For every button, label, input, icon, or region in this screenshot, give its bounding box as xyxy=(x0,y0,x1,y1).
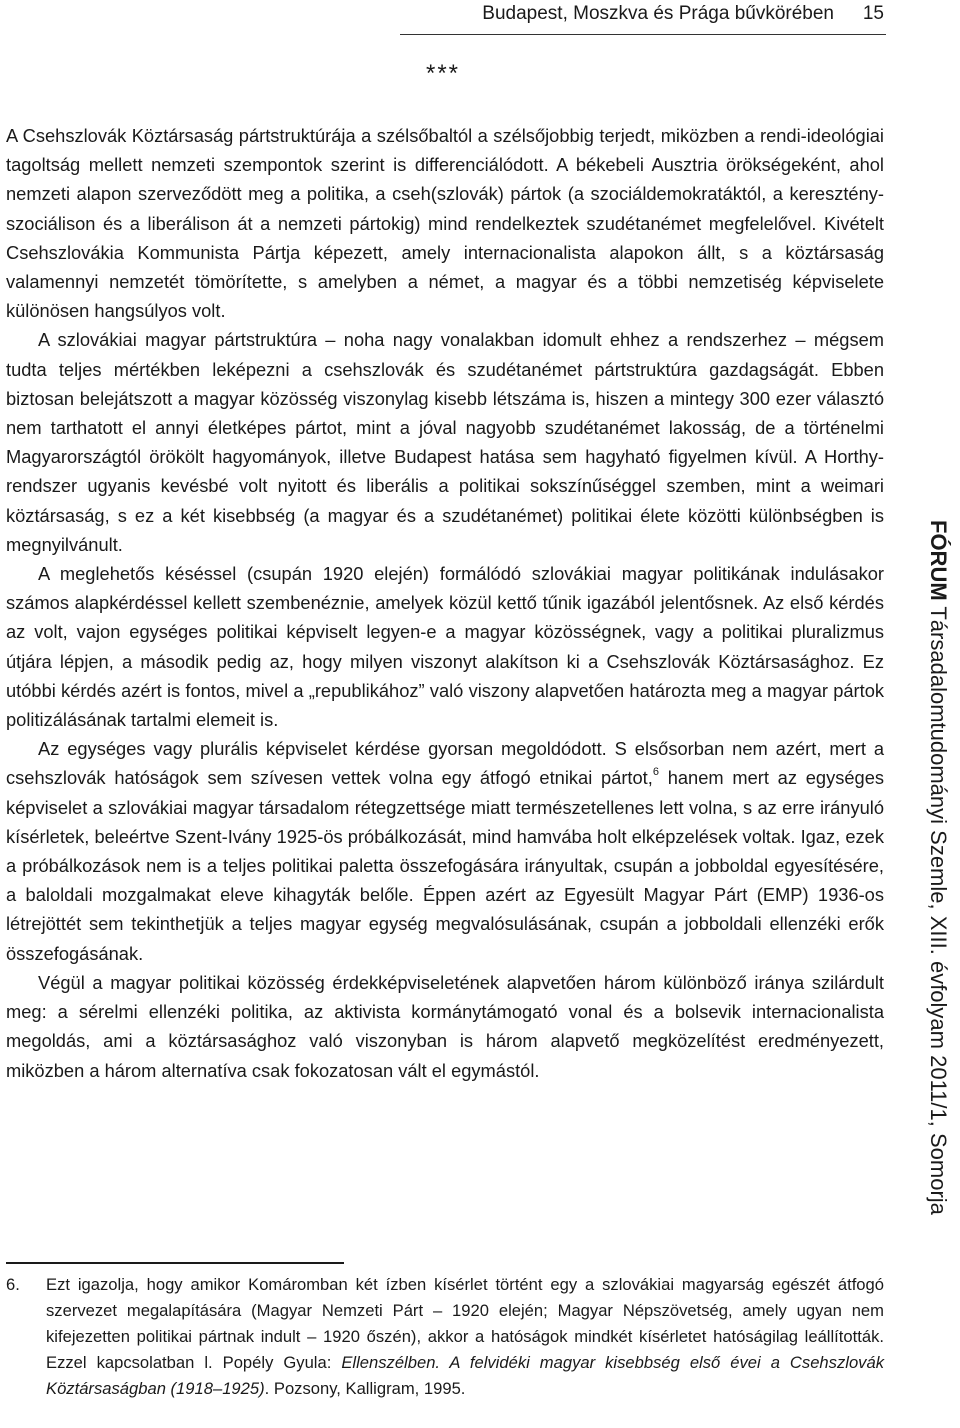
footnote-cited-title: Ellenszélben. A felvidéki magyar kisebbség első évei a Csehszlovák Köztársaságban (1918–1925) xyxy=(46,1353,884,1398)
footnote-number: 6. xyxy=(6,1275,20,1294)
paragraph xyxy=(6,734,884,968)
paragraph: A szlovákiai magyar pártstruktúra – noha nagy vonalakban idomult ehhez a rendszerhez – mégsem tudta teljes mértékben leképezni a csehszlovák és szudétanémet pártstruktúra gazdagságát. Ebben biztosan belejátszott a magyar közösség viszonylag kisebb létszáma is, hiszen a mintegy 300 ezer választó nem tarthatott el annyi életképes pártot, mint a jóval nagyobb szudétanémet lakosság, de a történelmi Magyarországtól örökölt hagyományok, illetve Budapest hatása sem hagyható figyelmen kívül. A Horthy-rendszer ugyanis kevésbé volt nyitott és liberális a politikai sokszínűséggel szemben, mint a weimari köztársaság, s ez a két kisebbség (a magyar és a szudétanémet) politikai élete közötti különbségben is megnyilvánult. xyxy=(6,329,884,555)
journal-sidebar-text xyxy=(924,520,952,1215)
footnote xyxy=(6,1272,884,1402)
footnote-text: Ezt igazolja, hogy amikor Komáromban két ízben kísérlet történt egy a szlovákiai magyarság egészét átfogó szervezet megalapítására (Magyar Nemzeti Párt – 1920 elején; Magyar Népszövetség, amely ugyan nem kifejezetten politikai pártnak indult – 1920 őszén), akkor a hatóságok mindkét kísérletet hatóságilag leállították. Ezzel kapcsolatban l. Popély Gyula: xyxy=(46,1275,884,1372)
paragraph: A Csehszlovák Köztársaság pártstruktúrája a szélsőbaltól a szélsőjobbig terjedt, miközben a rendi-ideológiai tagoltság mellett nemzeti szempontok szerint is differenciálódott. A békebeli Ausztria örökségeként, ahol nemzeti alapon szerveződött meg a politika, a cseh(szlovák) pártok (a szociáldemokratáktól, a keresztény-szociálison és a liberálison át a nemzeti pártokig) mind rendelkeztek szudétanémet megfelelővel. Kivételt Csehszlovákia Kommunista Pártja képezett, amely internacionalista alapokon állt, s a köztársaság valamennyi nemzetét tömörítette, s amelyben a német, a magyar és a többi nemzetiség képviselete különösen hangsúlyos volt. xyxy=(6,125,884,322)
footnote-reference[interactable]: 6 xyxy=(652,766,659,779)
paragraph-text: Az egységes vagy plurális képviselet kérdése gyorsan megoldódott. S elsősorban nem azért, mert a csehszlovák hatóságok sem szívesen vettek volna egy átfogó etnikai pártot, xyxy=(6,738,884,789)
paragraph-text: hanem mert az egységes képviselet a szlovákiai magyar társadalom rétegzettsége miatt természetellenes lett volna, s az erre irányuló kísérletek, beleértve Szent-Ivány 1925-ös próbálkozását, mind hamvába holt elképzelések voltak. Igaz, ezek a próbálkozások nem is a teljes politikai paletta összefogására irányultak, csupán a jobboldal egyesítésére, a baloldali mozgalmakat eleve kihagyták belőle. Éppen azért az Egyesült Magyar Párt (EMP) 1936-os létrejöttét sem tekinthetjük a teljes magyar egység megvalósulásának, csupán a jobboldali ellenzéki erők összefogásának. xyxy=(6,767,885,964)
running-header-title: Budapest, Moszkva és Prága bűvkörében xyxy=(482,3,834,24)
journal-details: Társadalomtudományi Szemle, XIII. évfolyam 2011/1, Somorja xyxy=(926,600,951,1215)
section-separator: *** xyxy=(425,60,461,87)
paragraph: A meglehetős késéssel (csupán 1920 elején) formálódó szlovákiai magyar politikának indulásakor számos alapkérdéssel kellett szembenéznie, amelyek közül kettő tűnik igazából jelentősnek. Az első kérdés az volt, vajon egységes politikai képviselt legyen-e a magyar közösségnek, vagy a politikai pluralizmus útjára lépjen, a második pedig az, hogy milyen viszonyt alakítson ki a Csehszlovák Köztársasághoz. Ez utóbbi kérdés azért is fontos, mivel a „republikához” való viszony alapvetően határozta meg a magyar pártok politizálásának tartalmi elemeit is. xyxy=(6,563,884,731)
article-body xyxy=(6,121,884,1085)
footnote-body xyxy=(46,1272,884,1402)
journal-sidebar xyxy=(920,520,960,1420)
paragraph: Végül a magyar politikai közösség érdekképviseletének alapvetően három különböző iránya szilárdult meg: a sérelmi ellenzéki politika, az aktivista kormánytámogató vonal és a bolsevik internacionalista megoldás, ami a köztársasághoz való viszonyban is három alapvető megközelítést eredményezett, miközben a három alternatíva csak fokozatosan vált el egymástól. xyxy=(6,971,884,1081)
running-header xyxy=(400,0,886,35)
footnote-tail: . Pozsony, Kalligram, 1995. xyxy=(264,1379,466,1398)
page-number: 15 xyxy=(862,3,884,24)
footnote-divider xyxy=(6,1262,344,1264)
journal-brand: FÓRUM xyxy=(926,520,951,601)
